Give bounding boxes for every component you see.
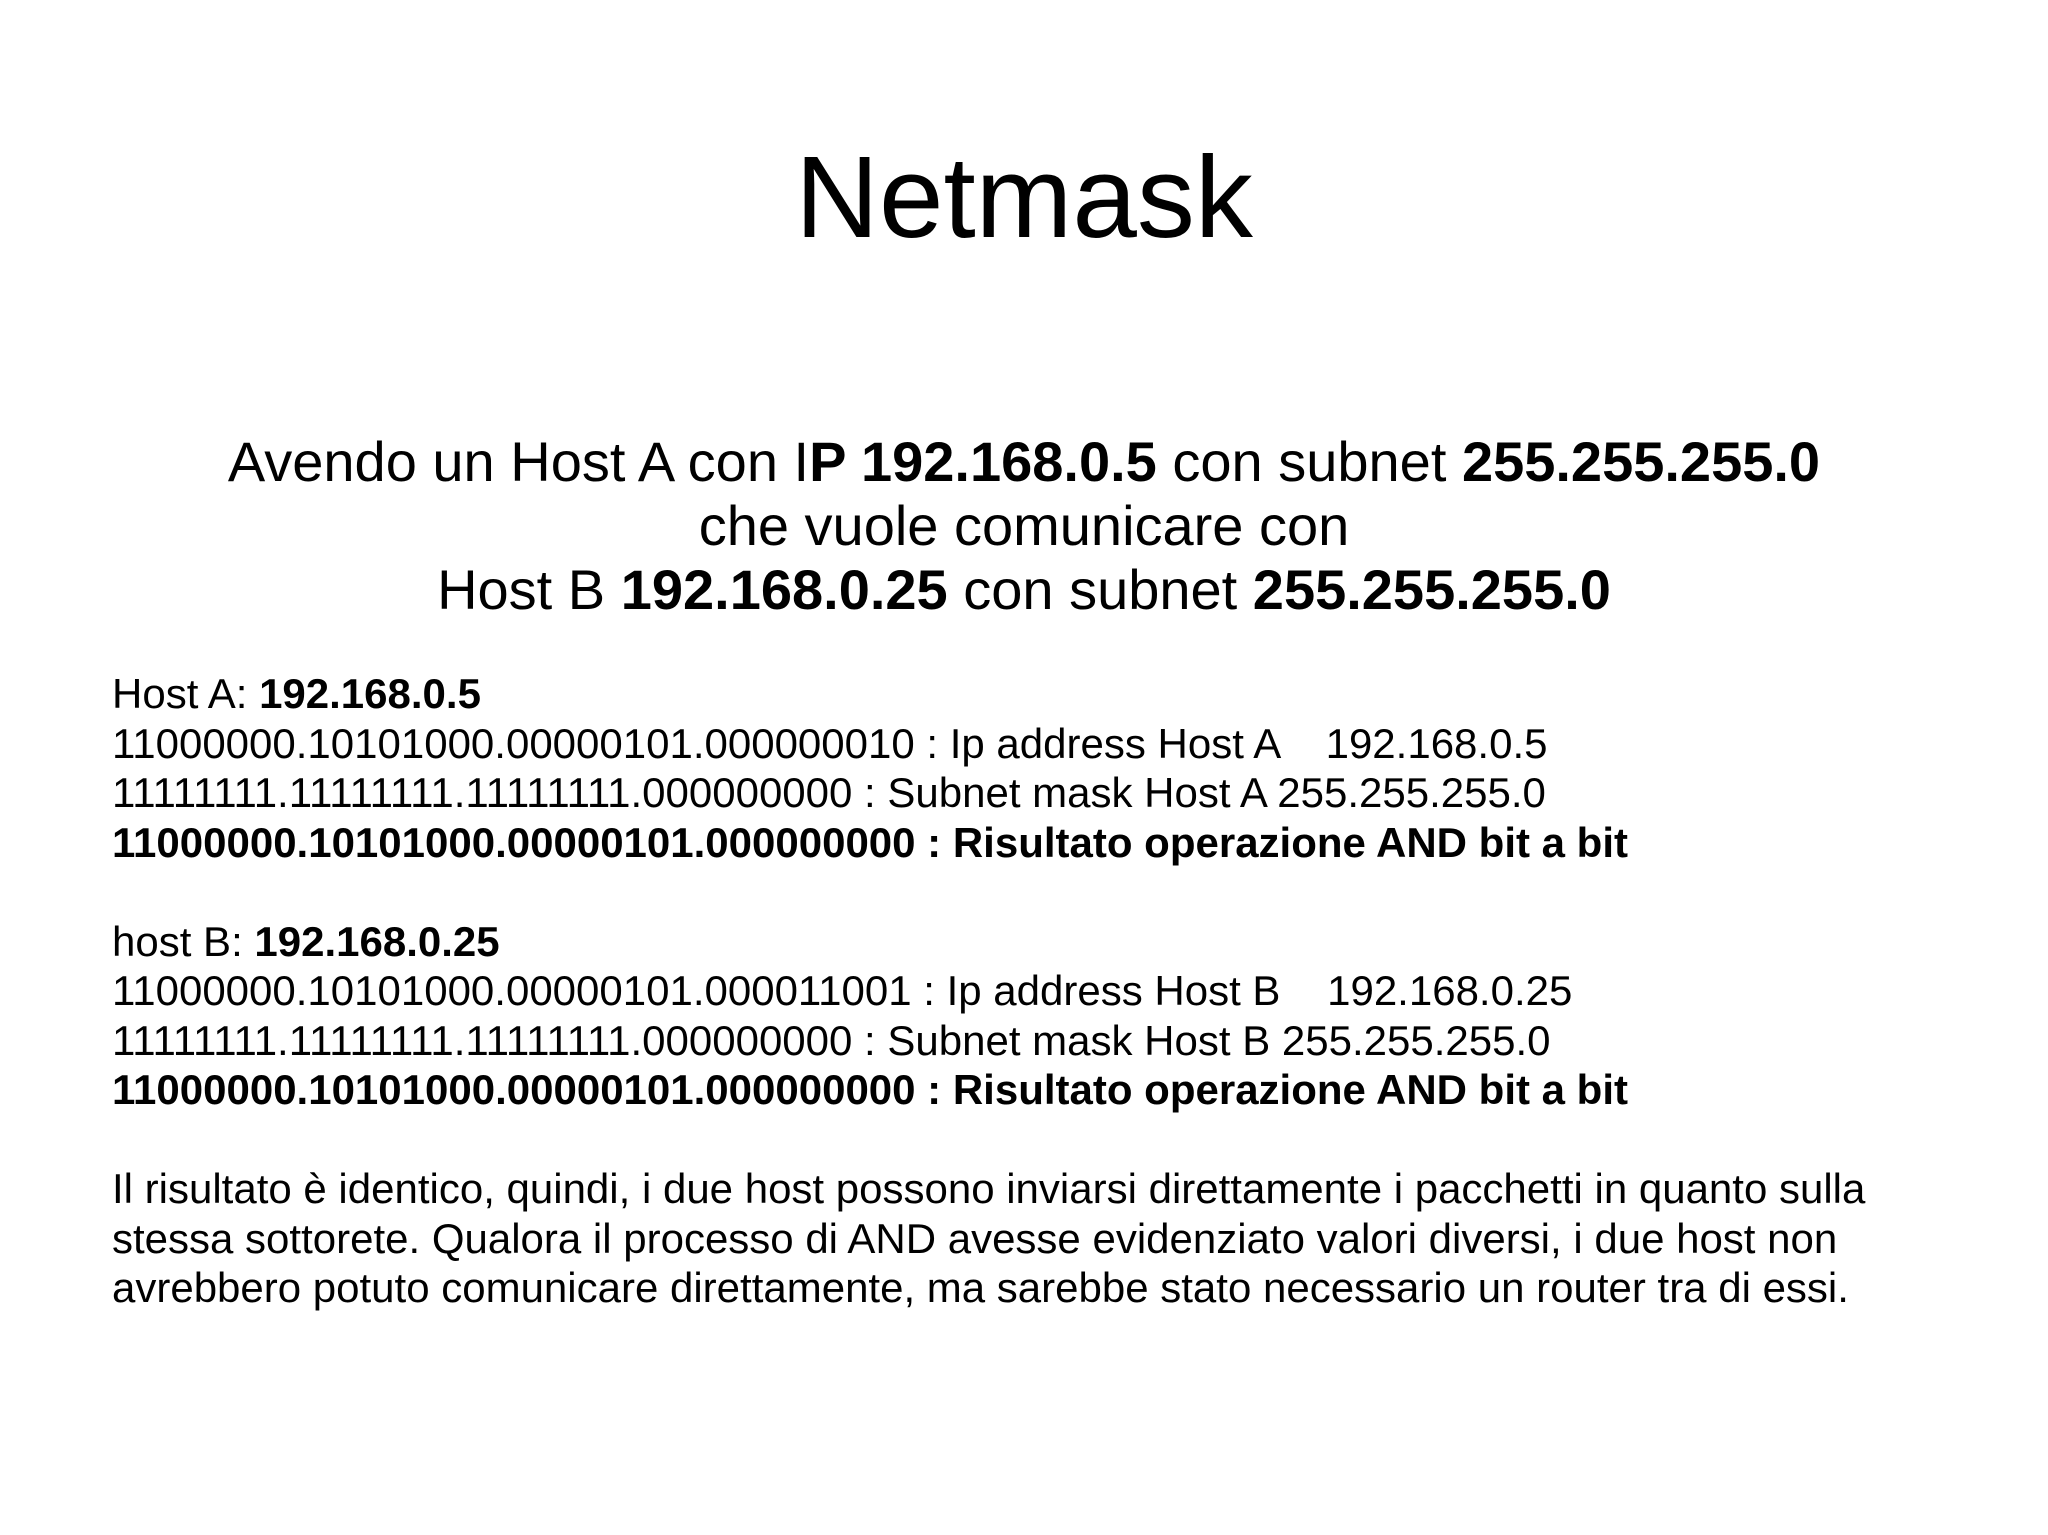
intro-text: Host B [437, 558, 621, 621]
spacer [112, 867, 1992, 917]
host-a-ip-row: 11000000.10101000.00000101.000000010 : Ip address Host A 192.168.0.5 [112, 719, 1548, 767]
host-a-result: 11000000.10101000.00000101.000000000 : Risultato operazione AND bit a bit [112, 818, 1628, 866]
conclusion-paragraph: Il risultato è identico, quindi, i due host possono inviarsi direttamente i pacchetti in quanto sulla stessa sottorete. Qualora il processo di AND avesse evidenziato valori diversi, i due host non avrebbero potuto comunicare direttamente, ma sarebbe stato necessario un router tra di essi. [112, 1165, 1866, 1311]
host-b-result: 11000000.10101000.00000101.000000000 : Risultato operazione AND bit a bit [112, 1066, 1628, 1113]
host-b-ip: 192.168.0.25 [254, 917, 500, 965]
calculation-block [112, 669, 1992, 1313]
host-a-result-row [112, 818, 1992, 868]
host-b-subnet-bold: 255.255.255.0 [1252, 558, 1611, 621]
intro-line-1 [0, 430, 2048, 494]
host-b-header [112, 917, 1992, 967]
host-a-mask-row: 11111111.11111111.11111111.000000000 : Subnet mask Host A 255.255.255.0 [112, 769, 1546, 816]
intro-text: Avendo un Host A con I [227, 430, 810, 493]
host-b-ip-bold: 192.168.0.25 [620, 558, 948, 621]
host-a-label: Host A: [112, 670, 260, 717]
intro-line-2: che vuole comunicare con [698, 494, 1350, 557]
intro-text: con subnet [947, 558, 1253, 621]
spacer [112, 1115, 1992, 1165]
intro-block [0, 430, 2048, 622]
host-a-header [112, 669, 1992, 719]
host-b-result-row [112, 1065, 1992, 1115]
host-a-ip: 192.168.0.5 [259, 670, 481, 717]
host-a-ip-bold: P 192.168.0.5 [809, 430, 1157, 493]
intro-text: con subnet [1156, 430, 1462, 493]
host-a-subnet-bold: 255.255.255.0 [1461, 430, 1821, 493]
host-b-mask-row: 11111111.11111111.11111111.000000000 : Subnet mask Host B 255.255.255.0 [112, 1016, 1551, 1064]
host-b-label: host B: [112, 917, 255, 965]
slide-title: Netmask [795, 132, 1253, 262]
host-b-ip-row: 11000000.10101000.00000101.000011001 : Ip address Host B 192.168.0.25 [112, 967, 1573, 1014]
intro-line-3 [0, 558, 2048, 622]
